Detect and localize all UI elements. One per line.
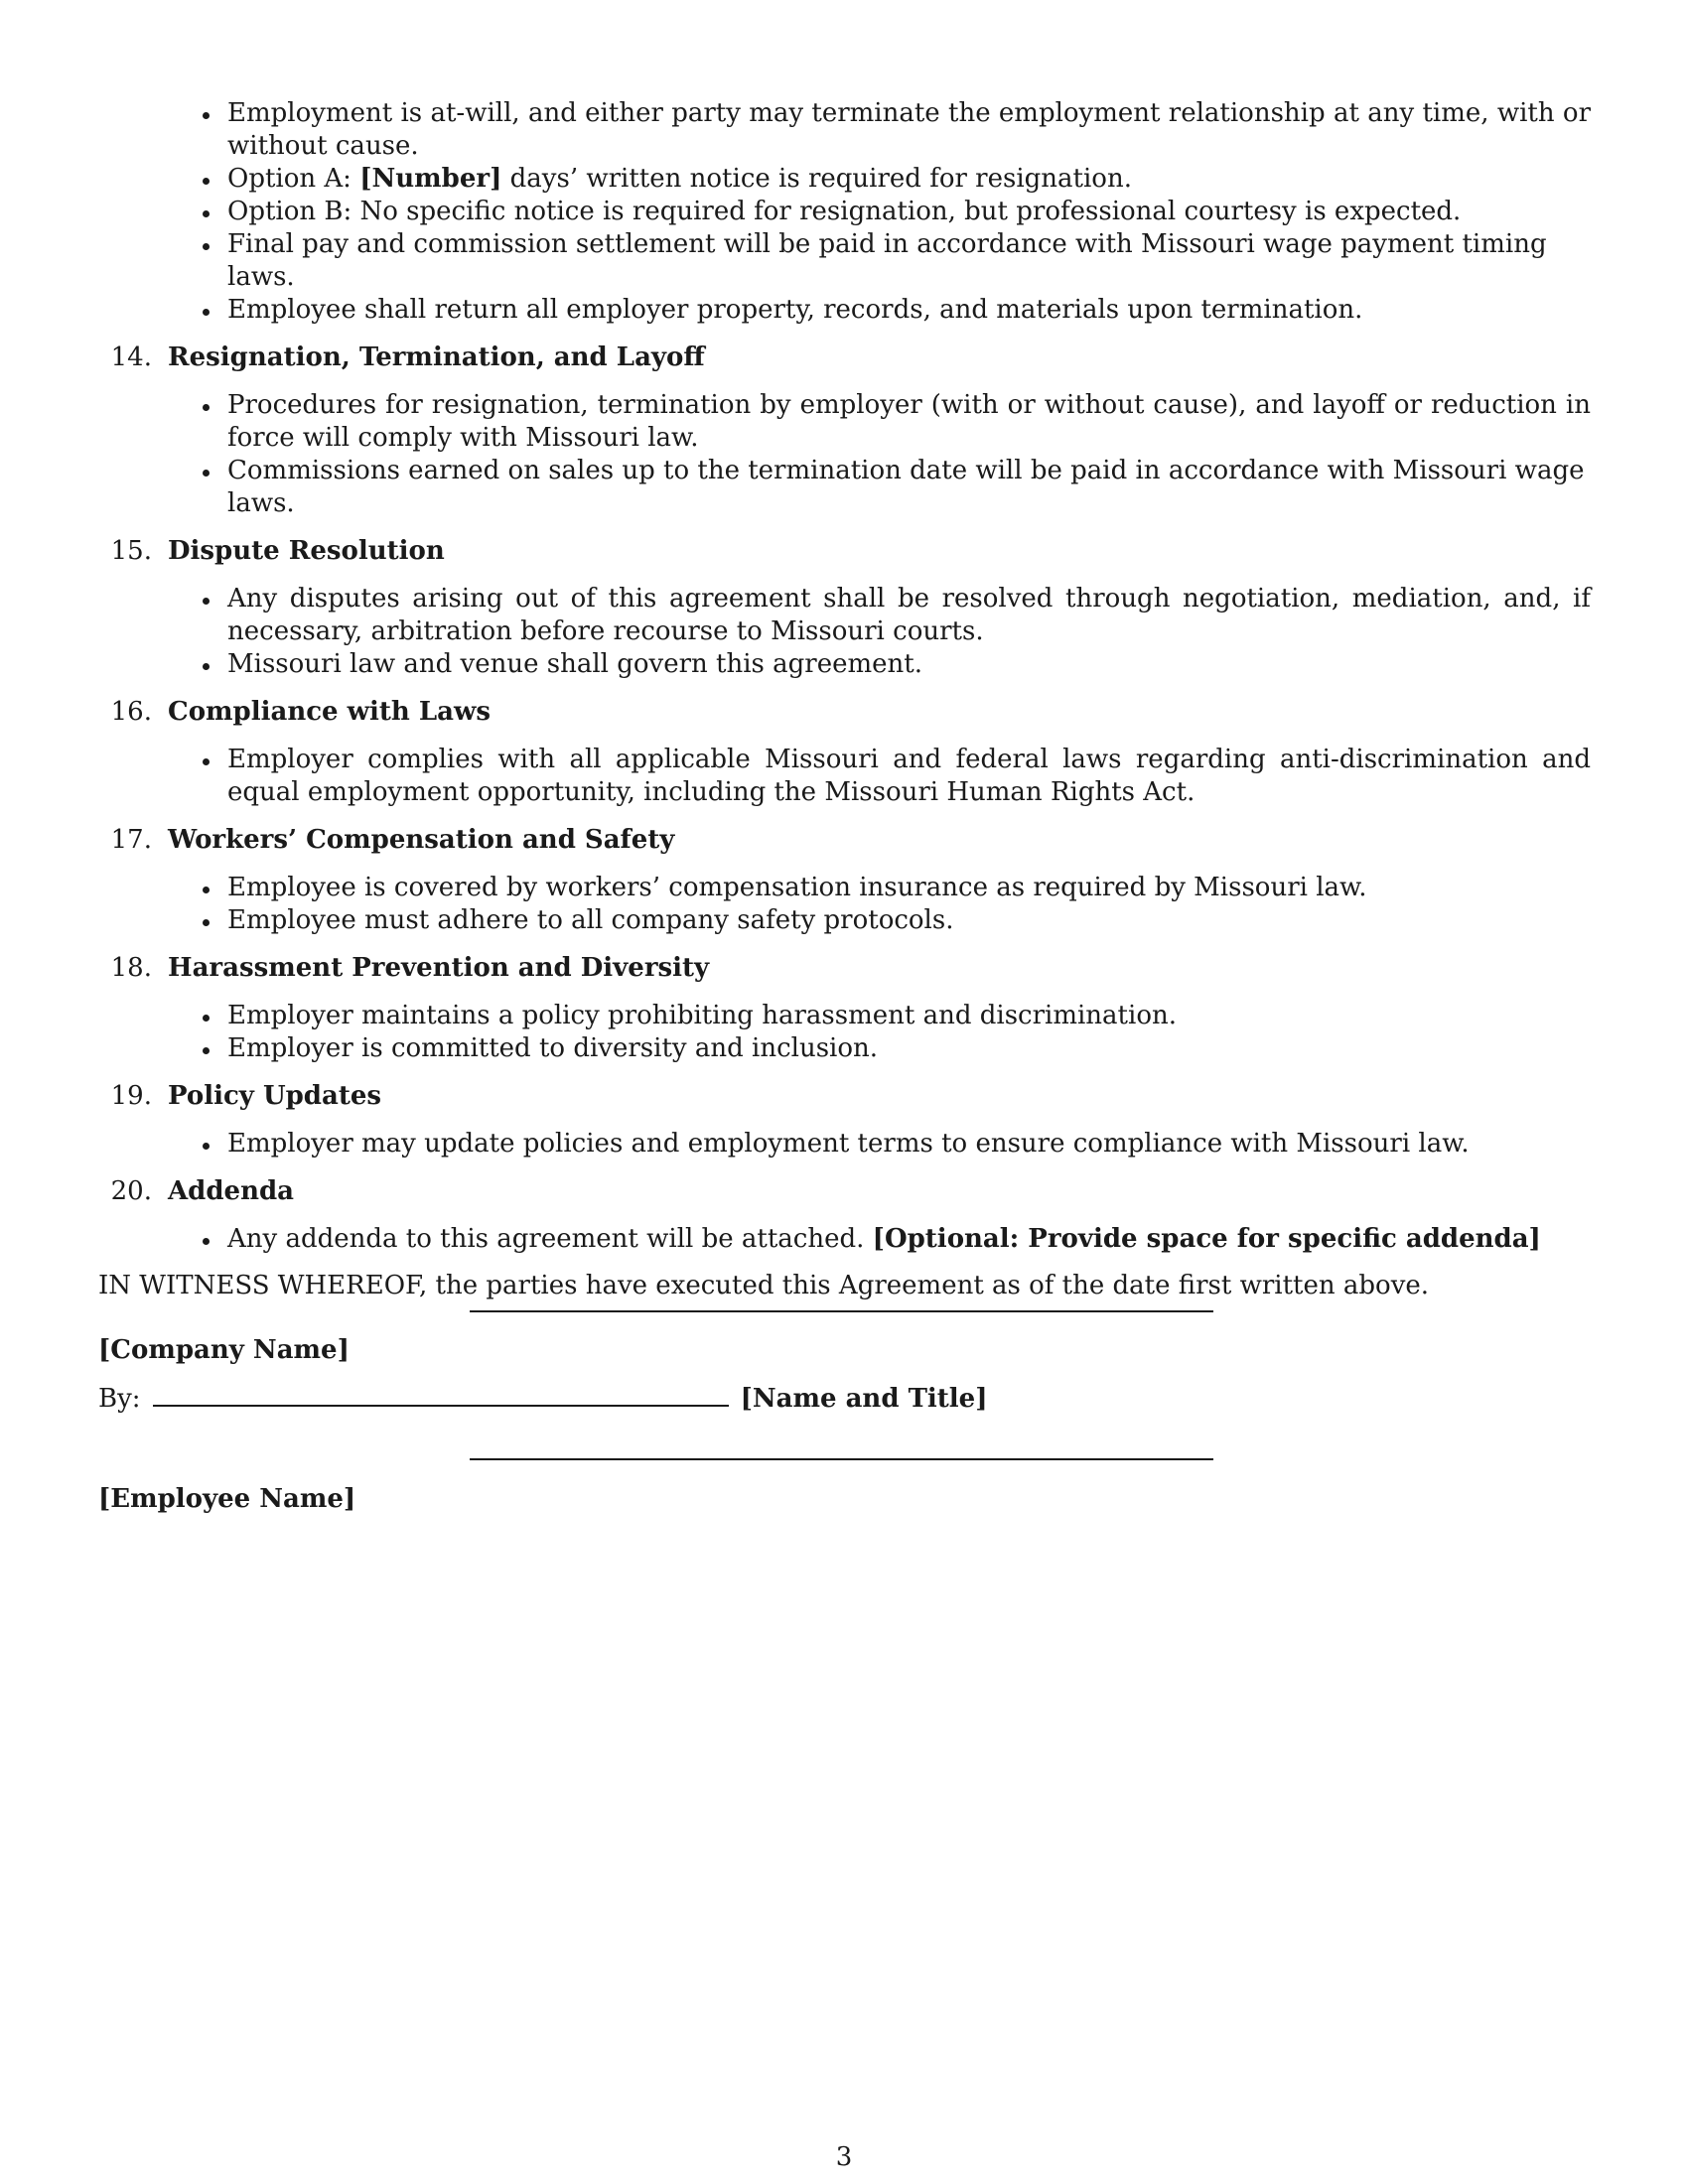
section-heading bbox=[98, 341, 1591, 374]
employee-signature-line[interactable] bbox=[470, 1458, 1213, 1460]
section-title: Harassment Prevention and Diversity bbox=[168, 953, 710, 983]
by-signature-line[interactable] bbox=[153, 1383, 729, 1407]
witness-clause: IN WITNESS WHEREOF, the parties have executed this Agreement as of the date first written above. bbox=[98, 1271, 1430, 1300]
number-placeholder: [Number] bbox=[359, 164, 502, 194]
list-item: Employer may update policies and employment terms to ensure compliance with Missouri law. bbox=[227, 1128, 1591, 1160]
section-title: Resignation, Termination, and Layoff bbox=[168, 342, 705, 372]
section-title: Workers’ Compensation and Safety bbox=[168, 825, 675, 855]
section-title: Policy Updates bbox=[168, 1081, 382, 1111]
page-number: 3 bbox=[835, 2142, 853, 2172]
option-a-suffix: days’ written notice is required for resignation. bbox=[501, 164, 1132, 194]
list-item: Option B: No specific notice is required for resignation, but professional courtesy is expected. bbox=[227, 196, 1591, 228]
list-item: Employment is at-will, and either party may terminate the employment relationship at any time, with or without cause. bbox=[227, 98, 1591, 161]
list-item: Employer is committed to diversity and inclusion. bbox=[227, 1032, 1591, 1065]
by-label: By: bbox=[98, 1384, 141, 1414]
section-number: 18. bbox=[110, 953, 152, 983]
list-item: Procedures for resignation, termination by employer (with or without cause), and layoff or reduction in force will comply with Missouri law. bbox=[227, 390, 1591, 453]
section-number: 14. bbox=[110, 342, 152, 372]
section-list bbox=[98, 1223, 1591, 1256]
section-title: Compliance with Laws bbox=[168, 697, 492, 727]
section-list bbox=[98, 1128, 1591, 1160]
addenda-text: Any addenda to this agreement will be attached. bbox=[227, 1224, 873, 1254]
list-item: Final pay and commission settlement will be paid in accordance with Missouri wage payment timing laws. bbox=[227, 228, 1591, 294]
list-item: Commissions earned on sales up to the termination date will be paid in accordance with Missouri wage laws. bbox=[227, 455, 1591, 520]
section-number: 17. bbox=[110, 825, 152, 855]
option-a-prefix: Option A: bbox=[227, 164, 360, 194]
section-list bbox=[98, 1000, 1591, 1065]
name-title-placeholder: [Name and Title] bbox=[740, 1384, 988, 1414]
section-heading bbox=[98, 696, 1591, 729]
list-item bbox=[227, 163, 1591, 196]
section-title: Dispute Resolution bbox=[168, 536, 445, 566]
company-signature-line[interactable] bbox=[470, 1310, 1213, 1312]
section-number: 20. bbox=[110, 1176, 152, 1206]
list-item bbox=[227, 1223, 1591, 1256]
section-heading bbox=[98, 535, 1591, 568]
section-number: 15. bbox=[110, 536, 152, 566]
optional-addenda-placeholder: [Optional: Provide space for specific addenda] bbox=[872, 1224, 1541, 1254]
section-list bbox=[98, 744, 1591, 809]
list-item: Employer complies with all applicable Missouri and federal laws regarding anti-discrimination and equal employment opportunity, including the Missouri Human Rights Act. bbox=[227, 745, 1591, 807]
list-item: Employee is covered by workers’ compensation insurance as required by Missouri law. bbox=[227, 872, 1591, 904]
section-number: 19. bbox=[110, 1081, 152, 1111]
company-name-placeholder: [Company Name] bbox=[98, 1335, 350, 1365]
section-number: 16. bbox=[110, 697, 152, 727]
section-heading bbox=[98, 1080, 1591, 1113]
document-body bbox=[98, 97, 1591, 1302]
list-item: Employee shall return all employer property, records, and materials upon termination. bbox=[227, 294, 1591, 327]
section-title: Addenda bbox=[168, 1176, 295, 1206]
list-item: Employee must adhere to all company safety protocols. bbox=[227, 904, 1591, 937]
list-item: Employer maintains a policy prohibiting harassment and discrimination. bbox=[227, 1000, 1591, 1032]
section-heading bbox=[98, 824, 1591, 857]
list-item: Any disputes arising out of this agreement shall be resolved through negotiation, mediation, and, if necessary, arbitration before recourse to Missouri courts. bbox=[227, 584, 1591, 646]
section-list bbox=[98, 872, 1591, 937]
termination-notice-list bbox=[98, 97, 1591, 327]
section-heading bbox=[98, 952, 1591, 985]
section-heading bbox=[98, 1175, 1591, 1208]
section-list bbox=[98, 583, 1591, 681]
list-item: Missouri law and venue shall govern this agreement. bbox=[227, 648, 1591, 681]
section-list bbox=[98, 389, 1591, 520]
employee-name-placeholder: [Employee Name] bbox=[98, 1484, 356, 1514]
by-line bbox=[98, 1383, 988, 1416]
